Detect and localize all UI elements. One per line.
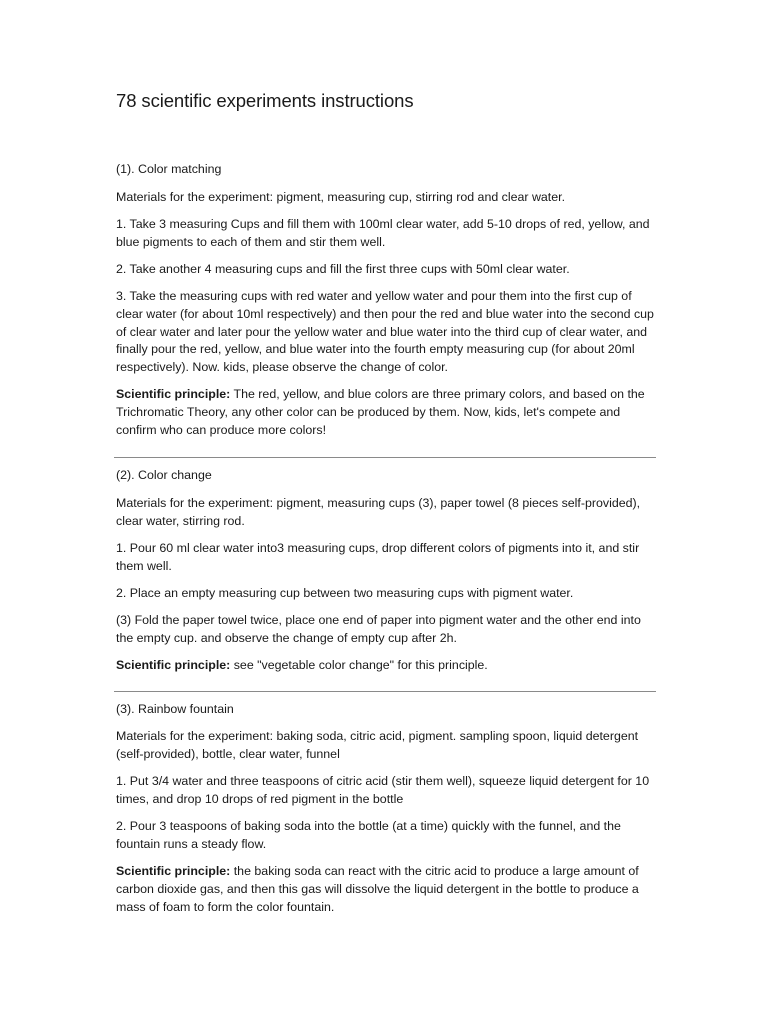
step-text: (3) Fold the paper towel twice, place one end of paper into pigment water and the other end into the empty cup. and observe the change of empty cup after 2h. <box>116 613 641 645</box>
principle-paragraph <box>116 386 656 439</box>
section-heading: (3). Rainbow fountain <box>116 701 234 716</box>
section-divider <box>114 457 656 458</box>
step-text: 2. Pour 3 teaspoons of baking soda into the bottle (at a time) quickly with the funnel, and the fountain runs a steady flow. <box>116 819 621 852</box>
step-text: 1. Put 3/4 water and three teaspoons of citric acid (stir them well), squeeze liquid detergent for 10 times, and drop 10 drops of red pigment in the bottle <box>116 774 650 807</box>
principle-paragraph <box>116 657 656 675</box>
step-text: 1. Pour 60 ml clear water into3 measuring cups, drop different colors of pigments into it, and stir them well. <box>116 540 640 573</box>
principle-text: see "vegetable color change" for this principle. <box>230 658 488 673</box>
document-page <box>116 88 656 926</box>
section-heading: (1). Color matching <box>116 162 222 176</box>
section-color-change <box>116 467 656 675</box>
materials-text: Materials for the experiment: pigment, measuring cups (3), paper towel (8 pieces self-provided), clear water, stirring rod. <box>116 495 641 528</box>
principle-label: Scientific principle: <box>116 864 231 879</box>
document-title: 78 scientific experiments instructions <box>116 90 414 111</box>
step-text: 1. Take 3 measuring Cups and fill them with 100ml clear water, add 5-10 drops of red, yellow, and blue pigments to each of them and stir them well. <box>116 216 650 249</box>
materials-text: Materials for the experiment: pigment, measuring cup, stirring rod and clear water. <box>116 189 566 204</box>
section-heading: (2). Color change <box>116 468 212 483</box>
section-divider <box>114 691 656 692</box>
step-text: 2. Take another 4 measuring cups and fill the first three cups with 50ml clear water. <box>116 261 570 276</box>
section-rainbow-fountain <box>116 701 656 917</box>
principle-text: The red, yellow, and blue colors are three primary colors, and based on the Trichromatic Theory, any other color can be produced by them. Now, kids, let's compete and confirm who can produce more colors! <box>116 387 645 437</box>
section-color-matching <box>116 161 656 439</box>
step-text: 2. Place an empty measuring cup between two measuring cups with pigment water. <box>116 585 574 600</box>
principle-paragraph <box>116 863 656 916</box>
principle-label: Scientific principle: <box>116 387 231 402</box>
principle-label: Scientific principle: <box>116 658 231 673</box>
step-text: 3. Take the measuring cups with red water and yellow water and pour them into the first cup of clear water (for about 10ml respectively) and then pour the red and blue water into the second cup of clear water and later pour the yellow water and blue water into the third cup of clear water, and finally pour the red, yellow, and blue water into the fourth empty measuring cup (for about 20ml respectively). Now. kids, please observe the change of color. <box>116 289 654 374</box>
principle-text: the baking soda can react with the citric acid to produce a large amount of carbon dioxide gas, and then this gas will dissolve the liquid detergent in the bottle to produce a mass of foam to form the color fountain. <box>116 864 639 914</box>
materials-text: Materials for the experiment: baking soda, citric acid, pigment. sampling spoon, liquid detergent (self-provided), bottle, clear water, funnel <box>116 729 639 762</box>
